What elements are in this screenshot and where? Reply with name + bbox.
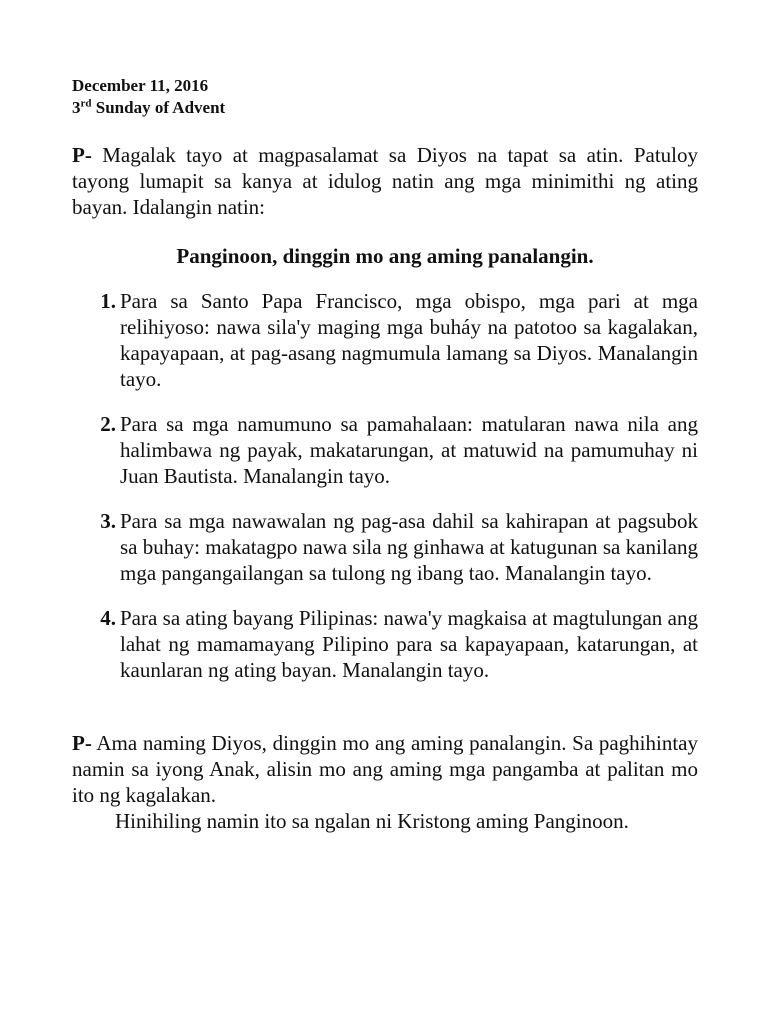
sunday-number: 3 — [72, 98, 81, 117]
document-header — [72, 75, 698, 119]
petition-number: 1. — [100, 289, 116, 313]
petition-list — [72, 288, 698, 683]
petition-number: 3. — [100, 509, 116, 533]
intro-paragraph — [72, 142, 698, 220]
intro-lead: P- — [72, 143, 92, 167]
closing-text: Ama naming Diyos, dinggin mo ang aming panalangin. Sa paghihintay namin sa iyong Anak, alisin mo ang aming mga pangamba at palitan mo ito ng kagalakan. — [72, 731, 698, 807]
response-line: Panginoon, dinggin mo ang aming panalangin. — [176, 244, 594, 268]
petition-item — [72, 411, 698, 489]
petition-text: Para sa mga nawawalan ng pag-asa dahil sa kahirapan at pagsubok sa buhay: makatagpo nawa sila ng ginhawa at katugunan sa kanilang mga pangangailangan sa tulong ng ibang tao. Manalangin tayo. — [120, 509, 698, 585]
document-page — [72, 75, 698, 834]
petition-item — [72, 605, 698, 683]
petition-number: 4. — [100, 606, 116, 630]
petition-item — [72, 288, 698, 392]
petition-text: Para sa ating bayang Pilipinas: nawa'y magkaisa at magtulungan ang lahat ng mamamayang Pilipino para sa kapayapaan, katarungan, at kaunlaran ng ating bayan. Manalangin tayo. — [120, 606, 698, 682]
closing-last-line: Hinihiling namin ito sa ngalan ni Kristong aming Panginoon. — [115, 809, 629, 833]
sunday-title: Sunday of Advent — [91, 98, 226, 117]
closing-paragraph — [72, 730, 698, 808]
petition-item — [72, 508, 698, 586]
date-line: December 11, 2016 — [72, 76, 209, 95]
petition-number: 2. — [100, 412, 116, 436]
sunday-ordinal-suffix: rd — [80, 97, 92, 110]
petition-text: Para sa mga namumuno sa pamahalaan: matularan nawa nila ang halimbawa ng payak, makatarungan, at matuwid na pamumuhay ni Juan Bautista. Manalangin tayo. — [120, 412, 698, 488]
closing-lead: P- — [72, 731, 92, 755]
sunday-line — [72, 97, 698, 119]
petition-text: Para sa Santo Papa Francisco, mga obispo, mga pari at mga relihiyoso: nawa sila'y maging mga buháy na patotoo sa kagalakan, kapayapaan, at pag-asang nagmumula lamang sa Diyos. Manalangin tayo. — [120, 289, 698, 391]
intro-text: Magalak tayo at magpasalamat sa Diyos na tapat sa atin. Patuloy tayong lumapit sa kanya at idulog natin ang mga minimithi ng ating bayan. Idalangin natin: — [72, 143, 698, 219]
